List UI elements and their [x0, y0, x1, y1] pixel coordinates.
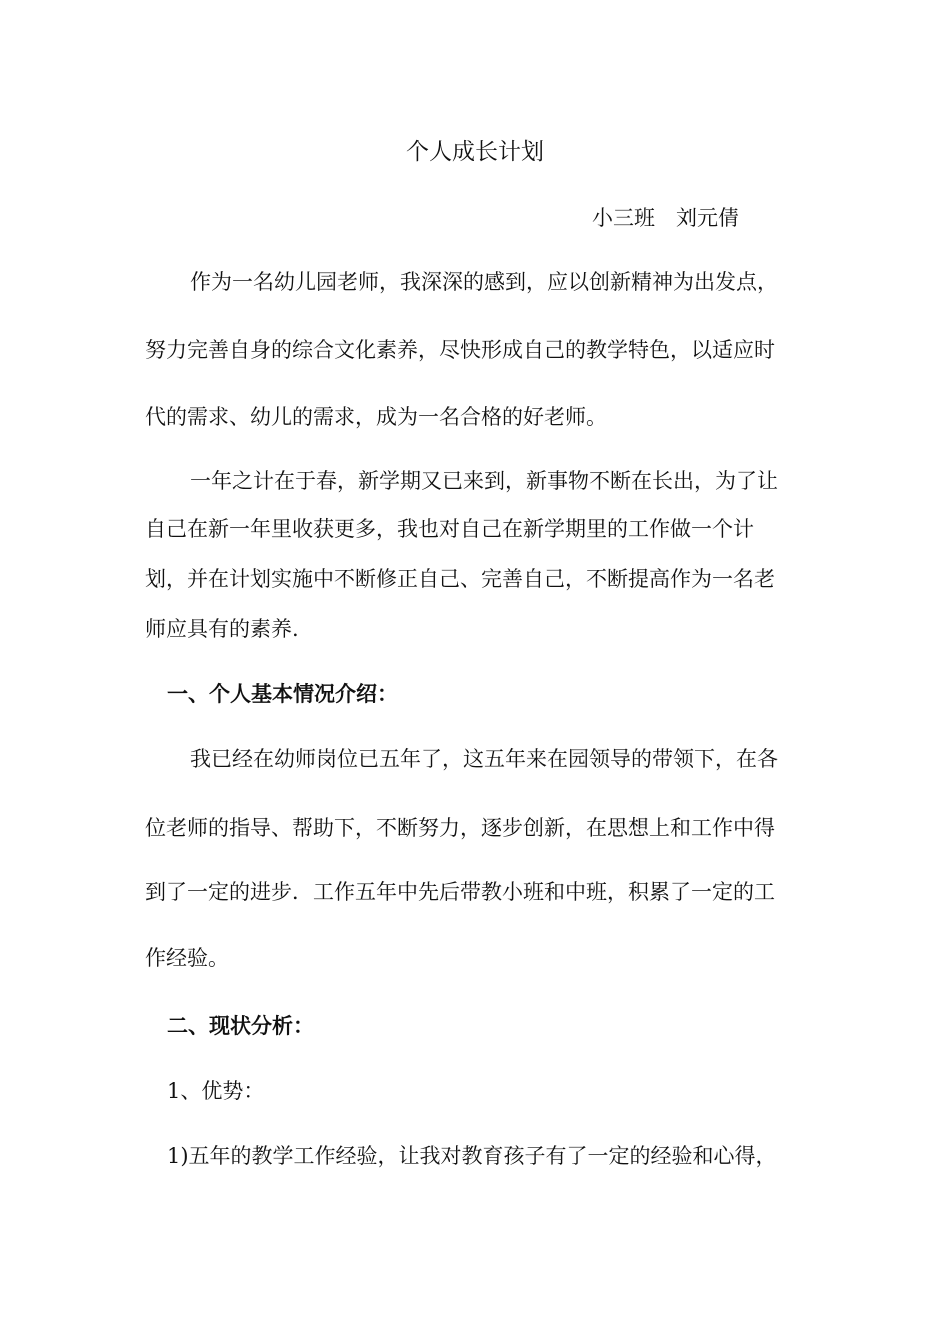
paragraph-line: 到了一定的进步．工作五年中先后带教小班和中班，积累了一定的工 [145, 880, 775, 904]
paragraph-line: 自己在新一年里收获更多，我也对自己在新学期里的工作做一个计 [145, 517, 754, 541]
paragraph-line: 我已经在幼师岗位已五年了，这五年来在园领导的带领下，在各 [190, 747, 778, 771]
author-line: 小三班 刘元倩 [592, 206, 739, 230]
section-heading: 二、现状分析： [167, 1013, 314, 1038]
paragraph-line: 作经验。 [145, 946, 229, 970]
paragraph-line: 努力完善自身的综合文化素养，尽快形成自己的教学特色，以适应时 [145, 338, 775, 362]
paragraph-line: 师应具有的素养. [145, 617, 299, 641]
paragraph-line: 划，并在计划实施中不断修正自己、完善自己，不断提高作为一名老 [145, 567, 775, 591]
paragraph-line: 一年之计在于春，新学期又已来到，新事物不断在长出，为了让 [190, 469, 778, 493]
section-heading: 一、个人基本情况介绍： [167, 681, 398, 706]
paragraph-line: 作为一名幼儿园老师，我深深的感到，应以创新精神为出发点， [190, 270, 778, 294]
paragraph-line: 代的需求、幼儿的需求，成为一名合格的好老师。 [145, 405, 607, 429]
paragraph-line: 位老师的指导、帮助下，不断努力，逐步创新，在思想上和工作中得 [145, 816, 775, 840]
subsection-label: 1、优势： [167, 1079, 265, 1103]
document-title: 个人成长计划 [406, 139, 544, 165]
list-item: 1)五年的教学工作经验，让我对教育孩子有了一定的经验和心得， [167, 1144, 777, 1168]
